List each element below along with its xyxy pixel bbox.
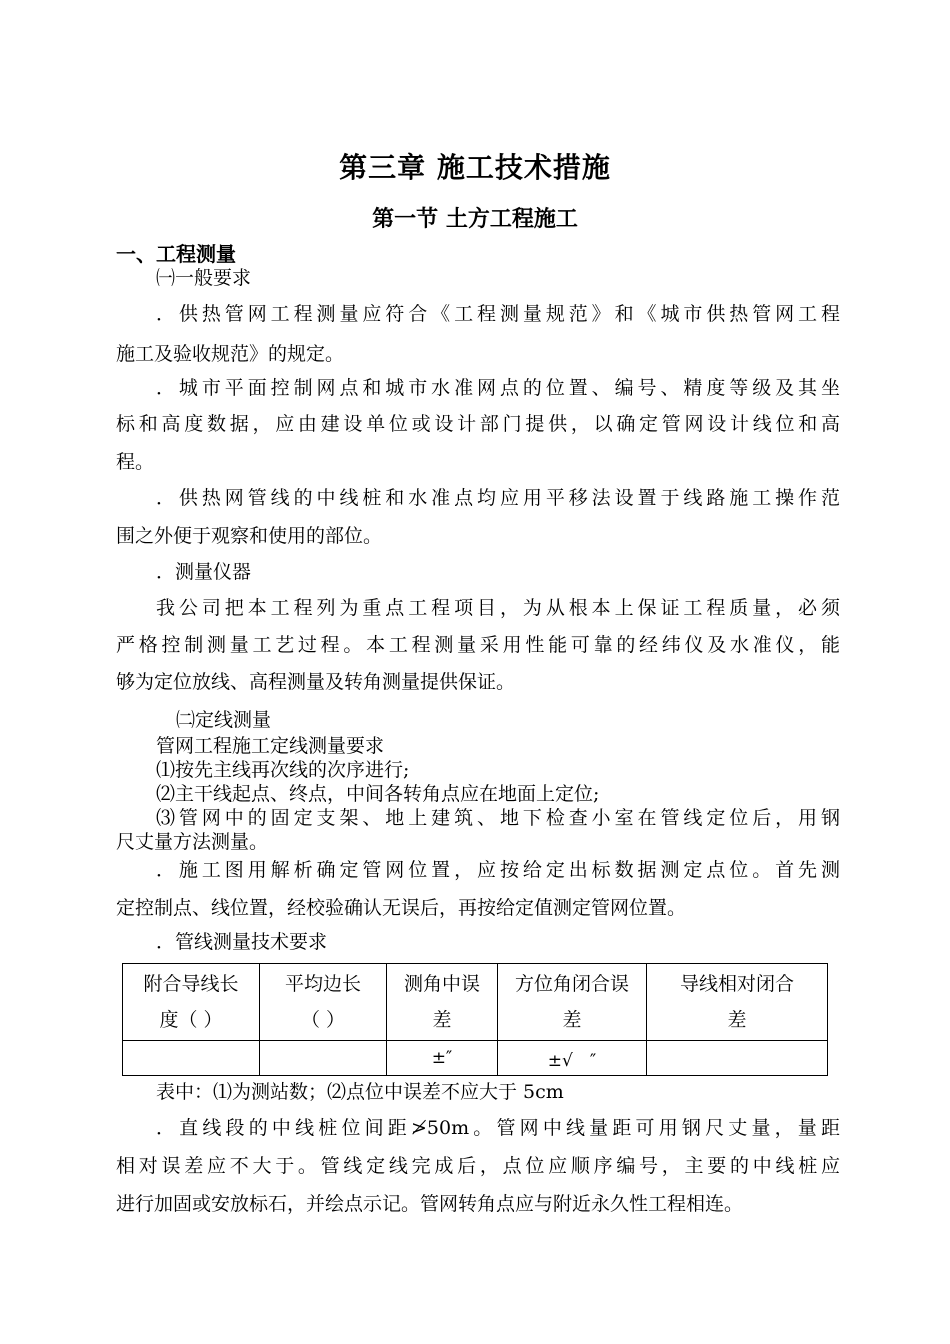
table-cell: ±√ ″: [498, 1041, 647, 1076]
subheading-alignment: ㈡定线测量: [176, 709, 272, 731]
paragraph-line: 严格控制测量工艺过程。本工程测量采用性能可靠的经纬仪及水准仪，能: [116, 634, 840, 656]
paragraph-line: ．城市平面控制网点和城市水准网点的位置、编号、精度等级及其坐: [156, 377, 840, 399]
section-title: 第一节 土方工程施工: [372, 206, 578, 232]
paragraph-line: ．管线测量技术要求: [156, 931, 328, 953]
paragraph-line: 进行加固或安放标石，并绘点示记。管网转角点应与附近永久性工程相连。: [116, 1193, 744, 1215]
table-cell: [647, 1041, 828, 1076]
paragraph-line: 管网工程施工定线测量要求: [156, 735, 385, 757]
survey-requirements-table: [122, 963, 828, 1076]
table-cell: [260, 1041, 387, 1076]
paragraph-line: 定控制点、线位置，经校验确认无误后，再按给定值测定管网位置。: [116, 897, 687, 919]
paragraph-line: ．供热网管线的中线桩和水准点均应用平移法设置于线路施工操作范: [156, 487, 840, 509]
paragraph-line: 相对误差应不大于。管线定线完成后，点位应顺序编号，主要的中线桩应: [116, 1155, 840, 1177]
paragraph-line: 标和高度数据，应由建设单位或设计部门提供，以确定管网设计线位和高: [116, 413, 840, 435]
paragraph-line: 尺丈量方法测量。: [116, 831, 269, 853]
table-header-row: [123, 964, 828, 1041]
paragraph-line: ⑴按先主线再次线的次序进行;: [156, 759, 410, 781]
table-note: 表中：⑴为测站数；⑵点位中误差不应大于 5cm: [156, 1081, 564, 1103]
subheading-general: ㈠一般要求: [156, 267, 252, 289]
paragraph-line: 我公司把本工程列为重点工程项目，为从根本上保证工程质量，必须: [156, 597, 840, 619]
paragraph-line: 施工及验收规范》的规定。: [116, 343, 345, 365]
paragraph-line: ．供热管网工程测量应符合《工程测量规范》和《城市供热管网工程: [156, 303, 840, 325]
table-header-cell: 测角中误 差: [387, 964, 498, 1041]
table-cell: [123, 1041, 260, 1076]
paragraph-line: ．测量仪器: [156, 561, 252, 583]
paragraph-line: ．施工图用解析确定管网位置，应按给定出标数据测定点位。首先测: [156, 859, 840, 881]
paragraph-line: 够为定位放线、高程测量及转角测量提供保证。: [116, 671, 516, 693]
table-header-cell: 平均边长 （ ）: [260, 964, 387, 1041]
table-header-cell: 附合导线长 度（ ）: [123, 964, 260, 1041]
table-header-cell: 导线相对闭合 差: [647, 964, 828, 1041]
table-row: [123, 1041, 828, 1076]
paragraph-line: 围之外便于观察和使用的部位。: [116, 525, 383, 547]
table-cell: ±″: [387, 1041, 498, 1076]
paragraph-line: ⑵主干线起点、终点，中间各转角点应在地面上定位;: [156, 783, 600, 805]
table-header-cell: 方位角闭合误 差: [498, 964, 647, 1041]
paragraph-line: ⑶管网中的固定支架、地上建筑、地下检查小室在管线定位后，用钢: [156, 807, 840, 829]
heading-survey: 一、工程测量: [116, 242, 236, 266]
chapter-title: 第三章 施工技术措施: [339, 151, 611, 184]
paragraph-line: ．直线段的中线桩位间距≯50m。管网中线量距可用钢尺丈量，量距: [156, 1117, 840, 1139]
paragraph-line: 程。: [116, 451, 155, 473]
